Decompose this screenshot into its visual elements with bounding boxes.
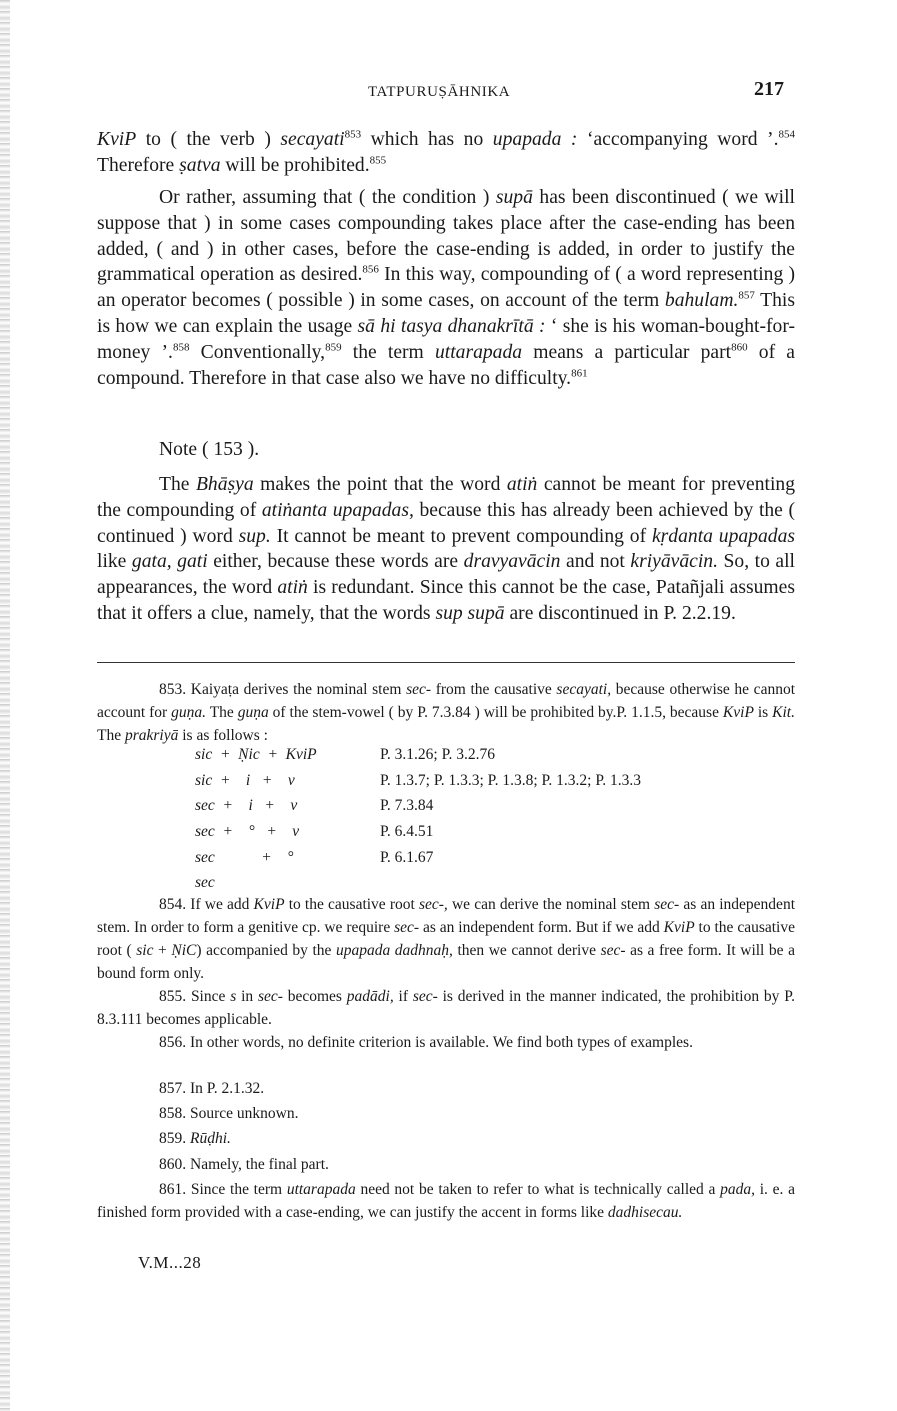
- derivation-row: [195, 742, 755, 768]
- text-run: Conventionally,: [189, 341, 326, 363]
- text-run: secayati,: [556, 681, 612, 698]
- text-run: are discontinued in P. 2.2.19.: [504, 602, 736, 624]
- text-run: in: [236, 988, 258, 1005]
- text-run: sec-: [257, 988, 283, 1005]
- text-run: padādi,: [346, 988, 394, 1005]
- text-run: sec-: [406, 681, 432, 698]
- text-run: guṇa.: [171, 704, 207, 721]
- derivation-rule: P. 3.1.26; P. 3.2.76: [380, 746, 495, 763]
- text-run: pada,: [720, 1181, 755, 1198]
- text-run: ) accompanied by the: [196, 942, 336, 959]
- footnote-ref: 855: [369, 154, 387, 167]
- text-run: to the causative root: [284, 896, 419, 913]
- page-number: 217: [754, 78, 784, 100]
- footnote-ref: 861: [571, 367, 588, 380]
- text-run: upapada :: [492, 129, 578, 150]
- text-run: Kaiyaṭa derives the nominal stem: [190, 681, 407, 698]
- derivation-table: [195, 742, 755, 896]
- text-run: of a compound. Therefore in that case also we have no difficulty.: [97, 341, 795, 389]
- derivation-form: sec + ° + v: [195, 823, 300, 841]
- footnote-859: [97, 1127, 795, 1150]
- text-run: s: [230, 988, 237, 1005]
- footnote-ref: 860: [731, 341, 748, 354]
- text-run: KviP: [722, 704, 754, 721]
- text-run: cannot be meant for preventing the compounding of: [97, 474, 795, 521]
- derivation-form: sec + °: [195, 848, 294, 866]
- text-run: kriyāvācin.: [630, 551, 718, 573]
- text-run: guṇa: [237, 704, 269, 721]
- text-run: from the causative: [431, 681, 557, 698]
- text-run: bahulam.: [664, 290, 739, 312]
- text-run: 854. If we add: [159, 896, 254, 913]
- footnote-858: [97, 1102, 795, 1125]
- text-run: 861. Since the term: [159, 1181, 287, 1198]
- derivation-form: sec + i + v: [195, 797, 298, 815]
- text-run: It cannot be meant to prevent compounding of: [270, 525, 652, 547]
- text-run: the term: [341, 341, 435, 363]
- text-run: means a particular part: [522, 341, 732, 363]
- text-run: gata, gati: [131, 551, 208, 573]
- text-run: 857. In P. 2.1.32.: [159, 1080, 265, 1097]
- text-run: This is how we can explain the usage: [97, 290, 795, 337]
- footnote-ref: 857: [738, 289, 755, 302]
- text-run: Rūḍhi.: [190, 1130, 231, 1147]
- footnote-ref: 854: [778, 128, 795, 141]
- text-run: makes the point that the word: [253, 474, 507, 495]
- text-run: sec-: [412, 988, 438, 1005]
- text-run: as an independent form. But if we add: [419, 919, 664, 936]
- text-run: atiṅanta upapadas,: [261, 499, 414, 521]
- text-run: as an independent stem. In order to form a genitive cp. we require: [97, 896, 795, 936]
- footnote-856: [97, 1031, 795, 1054]
- text-run: we can derive the nominal stem: [447, 896, 655, 913]
- running-title: TATPURUṢĀHNIKA: [368, 84, 511, 100]
- footnote-divider: [97, 662, 795, 663]
- derivation-row: [195, 768, 755, 794]
- text-run: i. e. a finished form provided with a case-ending, we can justify the accent in forms like: [97, 1181, 795, 1221]
- text-run: becomes: [282, 988, 347, 1005]
- text-run: like: [97, 551, 132, 573]
- text-run: if: [393, 988, 413, 1005]
- text-run: and not: [560, 551, 631, 573]
- footnote-855: [97, 985, 795, 1031]
- text-run: uttarapada: [286, 1181, 356, 1198]
- derivation-rule: P. 6.1.67: [380, 848, 434, 866]
- derivation-row: [195, 845, 755, 871]
- text-run: prakriyā: [124, 727, 179, 744]
- footnote-ref: 859: [325, 341, 342, 354]
- text-run: because otherwise he cannot account for: [97, 681, 796, 721]
- text-run: kṛdanta upapadas: [651, 525, 795, 547]
- text-run: uttarapada: [434, 341, 523, 363]
- text-run: 853.: [159, 681, 191, 698]
- signature-mark: V.M...28: [138, 1253, 202, 1272]
- scan-edge-shadow: [0, 0, 10, 1411]
- text-run: as a free form. It will be a bound form only.: [97, 942, 796, 982]
- derivation-rule: P. 7.3.84: [380, 797, 434, 815]
- text-run: dadhisecau.: [607, 1204, 683, 1221]
- text-run: upapada dadhnaḥ,: [335, 942, 453, 959]
- derivation-form: sec: [195, 874, 215, 892]
- text-run: 855. Since: [159, 988, 231, 1005]
- paragraph-2: [97, 185, 795, 391]
- text-run: need not be taken to refer to what is technically called a: [355, 1181, 721, 1198]
- text-run: sec-: [394, 919, 420, 936]
- derivation-rule: P. 6.4.51: [380, 823, 434, 841]
- text-run: ṣatva: [179, 154, 221, 176]
- footnote-861: [97, 1178, 795, 1224]
- text-run: is: [753, 704, 773, 721]
- text-run: KviP: [253, 896, 285, 913]
- text-run: sup.: [238, 525, 271, 547]
- text-run: ‘ she is his woman-bought-for-money ’.: [97, 315, 795, 363]
- text-run: atiṅ: [277, 577, 308, 599]
- text-run: Bhāṣya: [195, 474, 254, 495]
- note-title: Note ( 153 ).: [159, 439, 260, 460]
- footnote-ref: 858: [172, 341, 190, 354]
- text-run: will be prohibited.: [220, 154, 370, 176]
- text-run: dravyavācin: [463, 551, 561, 573]
- text-run: The: [97, 727, 125, 744]
- text-run: is derived in the manner indicated, the prohibition by P. 8.3.111 becomes applicable.: [97, 988, 796, 1028]
- text-run: sā hi tasya dhanakrītā :: [357, 315, 546, 337]
- text-run: 859.: [159, 1130, 190, 1147]
- text-run: ‘accompanying word ’.: [577, 129, 779, 150]
- text-run: because this has already been achieved by the ( continued ) word: [97, 499, 796, 547]
- derivation-rule: P. 1.3.7; P. 1.3.3; P. 1.3.8; P. 1.3.2; P. 1.3.3: [380, 771, 641, 789]
- text-run: is redundant. Since this cannot be the case, Patañjali assumes that it offers a clue, namely, that the words: [97, 577, 795, 624]
- text-run: to the causative root (: [97, 919, 795, 959]
- text-run: has been discontinued ( we will suppose that ) in some cases compounding takes place after the case-ending has been added, ( and ) in other cases, before the case-ending is added, in order to justify the grammatical operation as desired.: [97, 187, 795, 286]
- footnote-ref: 856: [362, 263, 379, 276]
- text-run: The: [159, 474, 196, 495]
- text-run: sec-: [654, 896, 680, 913]
- text-run: KviP: [97, 129, 137, 150]
- text-run: 856. In other words, no definite criterion is available. We find both types of examples.: [159, 1034, 693, 1051]
- derivation-form: sic + Ṇic + KviP: [195, 746, 317, 763]
- text-run: supā: [495, 187, 533, 208]
- paragraph-3: [97, 472, 795, 627]
- footnote-860: [97, 1153, 795, 1176]
- text-run: of the stem-vowel ( by P. 7.3.84 ) will be prohibited by.P. 1.1.5, because: [268, 704, 723, 721]
- text-run: sec-: [600, 942, 626, 959]
- text-run: then we cannot derive: [452, 942, 601, 959]
- text-run: either, because these words are: [207, 551, 464, 573]
- text-run: which has no: [361, 129, 493, 150]
- text-run: is as follows :: [178, 727, 268, 744]
- text-run: sup supā: [435, 602, 505, 624]
- text-run: So, to all appearances, the word: [97, 551, 796, 599]
- text-run: +: [153, 942, 172, 959]
- footnote-ref: 853: [344, 128, 362, 141]
- derivation-row: [195, 793, 755, 819]
- text-run: to ( the verb ): [136, 129, 281, 150]
- footnote-853: [97, 678, 795, 747]
- paragraph-1: [97, 127, 795, 179]
- footnote-857: [97, 1077, 795, 1100]
- text-run: Or rather, assuming that ( the condition ): [159, 187, 496, 208]
- derivation-form: sic + i + v: [195, 771, 295, 789]
- text-run: In this way, compounding of ( a word representing ) an operator becomes ( possible ) in some cases, on account of the term: [97, 264, 795, 312]
- text-run: 860. Namely, the final part.: [159, 1156, 329, 1173]
- text-run: Therefore: [97, 154, 180, 176]
- text-run: sic: [136, 942, 154, 959]
- text-run: 858. Source unknown.: [159, 1105, 299, 1122]
- derivation-row: [195, 819, 755, 845]
- text-run: KviP: [663, 919, 695, 936]
- text-run: sec-,: [418, 896, 448, 913]
- footnote-854: [97, 893, 795, 985]
- text-run: The: [206, 704, 238, 721]
- text-run: atiṅ: [506, 474, 538, 495]
- text-run: Kit.: [772, 704, 795, 721]
- text-run: ṆiC: [171, 942, 197, 959]
- text-run: secayati: [280, 129, 345, 150]
